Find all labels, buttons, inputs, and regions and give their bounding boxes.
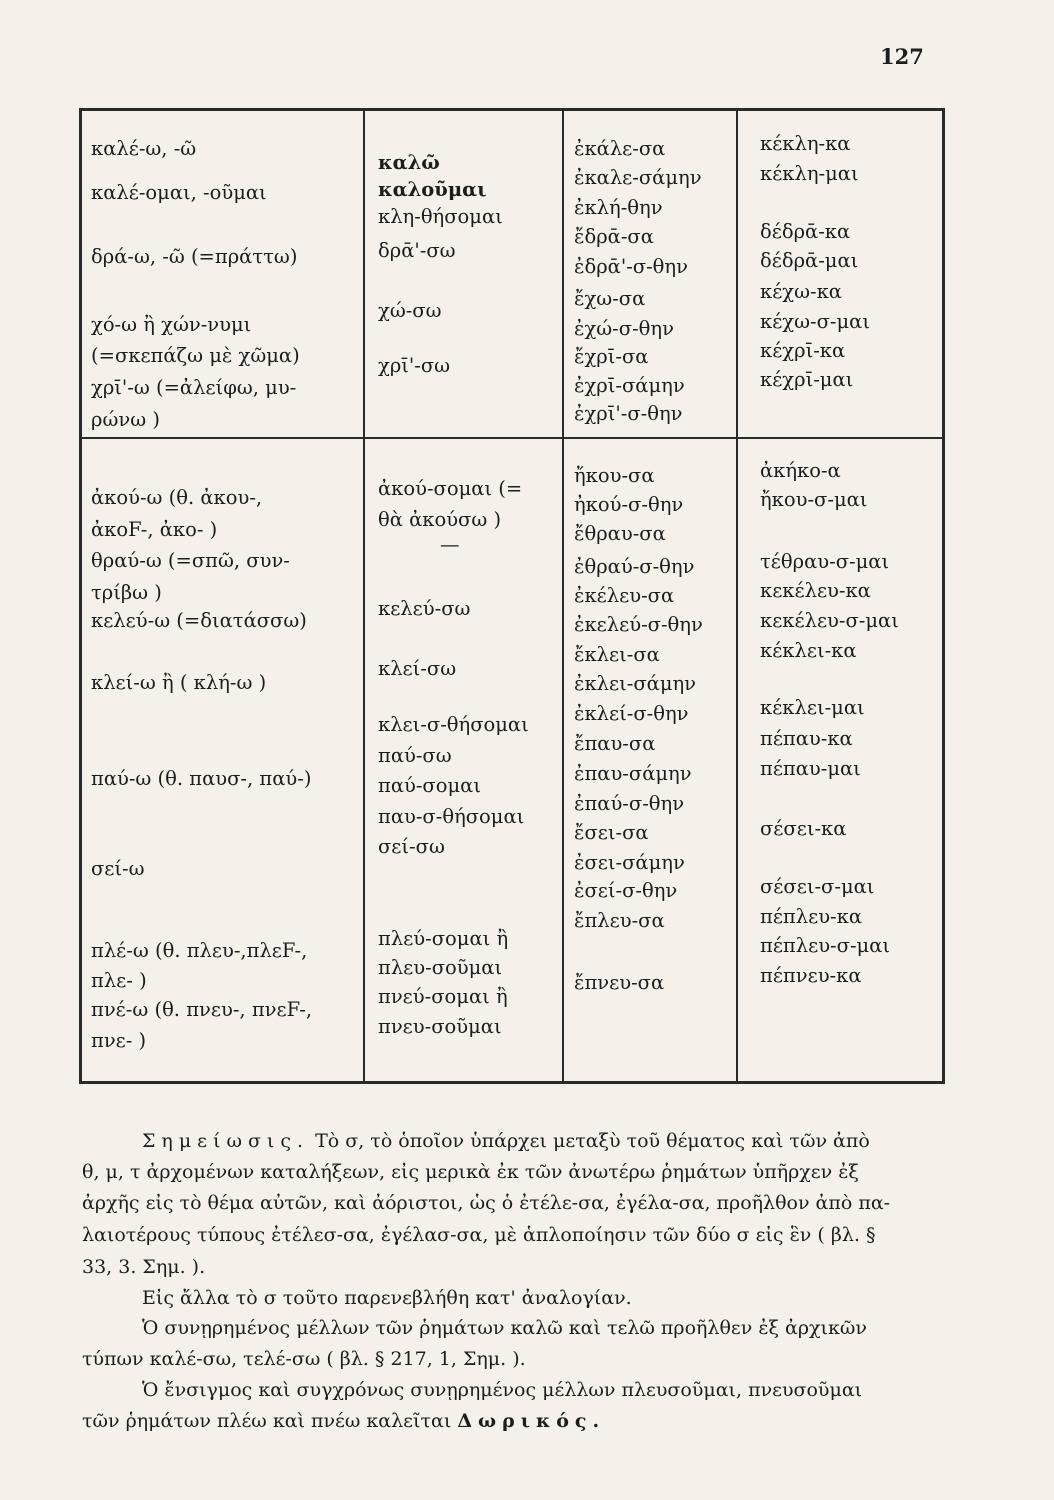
table-cell-col3: ἔδρᾱ-σα (574, 225, 654, 248)
note-line-4: λαιοτέρους τύπους ἐτέλεσ-σα, ἐγέλασ-σα, μὲ ἁπλοποίησιν τῶν δύο σ εἰς ἓν ( βλ. § (82, 1224, 876, 1246)
table-cell-col2: κλεί-σω (378, 657, 457, 680)
table-cell-col1: πλε- ) (91, 969, 147, 992)
note-line-1 (82, 1128, 952, 1154)
table-cell-col2: καλοῦμαι (378, 178, 487, 201)
table-cell-col3: ἐχώ-σ-θην (574, 317, 674, 340)
page-number: 127 (880, 44, 924, 69)
table-cell-col3: ἠκού-σ-θην (574, 493, 684, 516)
table-cell-col1: χρῑ'-ω (=ἀλείφω, μυ- (91, 376, 297, 399)
table-cell-col1: πνε- ) (91, 1029, 147, 1052)
table-cell-col4: πέπαυ-μαι (760, 757, 861, 780)
table-cell-col2: κλει-σ-θήσομαι (378, 713, 529, 736)
table-cell-col4: ἀκήκο-α (760, 459, 841, 482)
table-cell-col1: θραύ-ω (=σπῶ, συν- (91, 549, 290, 572)
note-term: Δωρικός. (457, 1410, 606, 1432)
table-cell-col4: κέκλη-κα (760, 132, 851, 155)
table-cell-col2: — (440, 533, 460, 556)
table-cell-col4: κέχω-κα (760, 280, 842, 303)
table-cell-col3: ἐχρῑ-σάμην (574, 374, 685, 397)
table-cell-col1: παύ-ω (θ. παυσ-, παύ-) (91, 767, 312, 790)
table-cell-col4: κέχρῑ-κα (760, 339, 846, 362)
table-cell-col2: χώ-σω (378, 299, 442, 322)
row-divider (82, 437, 942, 439)
table-cell-col3: ἔθραυ-σα (574, 522, 666, 545)
table-cell-col3: ἐκέλευ-σα (574, 584, 675, 607)
table-cell-col1: καλέ-ω, -ῶ (91, 137, 197, 160)
table-cell-col4: κέχρῑ-μαι (760, 368, 854, 391)
table-cell-col4: τέθραυ-σ-μαι (760, 550, 890, 573)
table-cell-col4: δέδρᾱ-κα (760, 220, 851, 243)
table-cell-col1: ἀκού-ω (θ. ἀκου-, (91, 486, 263, 509)
table-cell-col1: πλέ-ω (θ. πλευ-,πλεF-, (91, 939, 308, 962)
table-cell-col4: κέκλει-κα (760, 639, 857, 662)
table-cell-col1: καλέ-ομαι, -οῦμαι (91, 181, 267, 204)
table-cell-col4: πέπλευ-σ-μαι (760, 934, 891, 957)
table-cell-col2: κλη-θήσομαι (378, 205, 503, 228)
table-cell-col2: χρῑ'-σω (378, 354, 451, 377)
note-line-9: Ὁ ἔνσιγμος καὶ συγχρόνως συνῃρημένος μέλλων πλευσοῦμαι, πνευσοῦμαι (142, 1379, 863, 1401)
table-cell-col4: πέπαυ-κα (760, 727, 853, 750)
table-cell-col3: ἔκλει-σα (574, 643, 660, 666)
table-cell-col3: ἐπαύ-σ-θην (574, 792, 685, 815)
table-cell-col4: κεκέλευ-κα (760, 579, 871, 602)
table-cell-col4: πέπνευ-κα (760, 964, 862, 987)
table-cell-col2: πλευ-σοῦμαι (378, 956, 503, 979)
note-text: τῶν ῥημάτων πλέω καὶ πνέω καλεῖται (82, 1410, 458, 1432)
table-cell-col2: θὰ ἀκούσω ) (378, 508, 502, 531)
table-cell-col1: ρώνω ) (91, 408, 160, 431)
table-cell-col1: πνέ-ω (θ. πνευ-, πνεF-, (91, 998, 313, 1021)
table-cell-col3: ἐχρῑ'-σ-θην (574, 402, 683, 425)
table-cell-col1: ἀκοF-, ἀκο- ) (91, 518, 218, 541)
table-cell-col4: σέσει-κα (760, 817, 847, 840)
table-cell-col3: ἐσει-σάμην (574, 851, 685, 874)
table-cell-col3: ἐθραύ-σ-θην (574, 555, 695, 578)
table-cell-col1: τρίβω ) (91, 581, 162, 604)
note-line-6: Εἰς ἄλλα τὸ σ τοῦτο παρενεβλήθη κατ' ἀναλογίαν. (142, 1287, 632, 1309)
table-cell-col3: ἤκου-σα (574, 464, 655, 487)
table-cell-col4: δέδρᾱ-μαι (760, 249, 859, 272)
table-cell-col3: ἐδρᾱ'-σ-θην (574, 255, 688, 278)
table-cell-col4: κέχω-σ-μαι (760, 310, 870, 333)
table-cell-col2: παύ-σομαι (378, 774, 481, 797)
table-cell-col2: πνεύ-σομαι ἢ (378, 985, 508, 1008)
table-cell-col1: σεί-ω (91, 857, 145, 880)
table-cell-col3: ἔσει-σα (574, 821, 649, 844)
table-cell-col3: ἐκλεί-σ-θην (574, 702, 689, 725)
table-cell-col2: δρᾱ'-σω (378, 239, 456, 262)
table-cell-col3: ἐκλει-σάμην (574, 672, 697, 695)
table-cell-col3: ἐκαλε-σάμην (574, 166, 702, 189)
column-divider (736, 111, 738, 1081)
note-heading: Σημείωσις. (142, 1130, 310, 1152)
note-line-8: τύπων καλέ-σω, τελέ-σω ( βλ. § 217, 1, Σημ. ). (82, 1348, 526, 1370)
table-cell-col3: ἐπαυ-σάμην (574, 762, 692, 785)
table-cell-col4: σέσει-σ-μαι (760, 875, 875, 898)
table-cell-col1: κλεί-ω ἢ ( κλή-ω ) (91, 671, 267, 694)
table-cell-col1: χό-ω ἢ χών-νυμι (91, 313, 252, 336)
table-cell-col3: ἐκελεύ-σ-θην (574, 613, 703, 636)
table-cell-col4: ἤκου-σ-μαι (760, 488, 868, 511)
table-cell-col3: ἔχρῑ-σα (574, 345, 649, 368)
table-cell-col4: κεκέλευ-σ-μαι (760, 609, 899, 632)
table-cell-col2: πλεύ-σομαι ἢ (378, 927, 509, 950)
note-line-10 (82, 1408, 952, 1434)
table-cell-col3: ἔπνευ-σα (574, 971, 665, 994)
table-cell-col1: κελεύ-ω (=διατάσσω) (91, 609, 307, 632)
note-text: Τὸ σ, τὸ ὁποῖον ὑπάρχει μεταξὺ τοῦ θέματος καὶ τῶν ἀπὸ (309, 1130, 870, 1152)
table-cell-col3: ἐκάλε-σα (574, 137, 666, 160)
table-cell-col2: παυ-σ-θήσομαι (378, 805, 525, 828)
table-cell-col4: κέκλει-μαι (760, 696, 865, 719)
table-cell-col2: σεί-σω (378, 835, 445, 858)
note-line-5: 33, 3. Σημ. ). (82, 1256, 206, 1278)
note-line-2: θ, μ, τ ἀρχομένων καταλήξεων, εἰς μερικὰ ἐκ τῶν ἀνωτέρω ῥημάτων ὑπῆρχεν ἐξ (82, 1161, 859, 1183)
table-cell-col3: ἔπλευ-σα (574, 909, 665, 932)
table-cell-col3: ἐκλή-θην (574, 196, 663, 219)
table-cell-col3: ἔχω-σα (574, 287, 646, 310)
table-cell-col3: ἔπαυ-σα (574, 732, 656, 755)
table-cell-col2: κελεύ-σω (378, 597, 471, 620)
table-cell-col3: ἐσεί-σ-θην (574, 879, 678, 902)
table-cell-col2: ἀκού-σομαι (= (378, 477, 523, 500)
column-divider (363, 111, 365, 1081)
note-line-7: Ὁ συνῃρημένος μέλλων τῶν ῥημάτων καλῶ καὶ τελῶ προῆλθεν ἐξ ἀρχικῶν (142, 1317, 867, 1339)
table-cell-col2: πνευ-σοῦμαι (378, 1015, 502, 1038)
table-cell-col1: (=σκεπάζω μὲ χῶμα) (91, 344, 300, 367)
table-cell-col4: πέπλευ-κα (760, 905, 862, 928)
note-line-3: ἀρχῆς εἰς τὸ θέμα αὐτῶν, καὶ ἀόριστοι, ὡς ὁ ἐτέλε-σα, ἐγέλα-σα, προῆλθον ἀπὸ πα- (82, 1192, 891, 1214)
column-divider (562, 111, 564, 1081)
table-cell-col2: παύ-σω (378, 744, 452, 767)
table-cell-col2: καλῶ (378, 151, 440, 174)
table-cell-col4: κέκλη-μαι (760, 162, 859, 185)
table-cell-col1: δρά-ω, -ῶ (=πράττω) (91, 245, 298, 268)
